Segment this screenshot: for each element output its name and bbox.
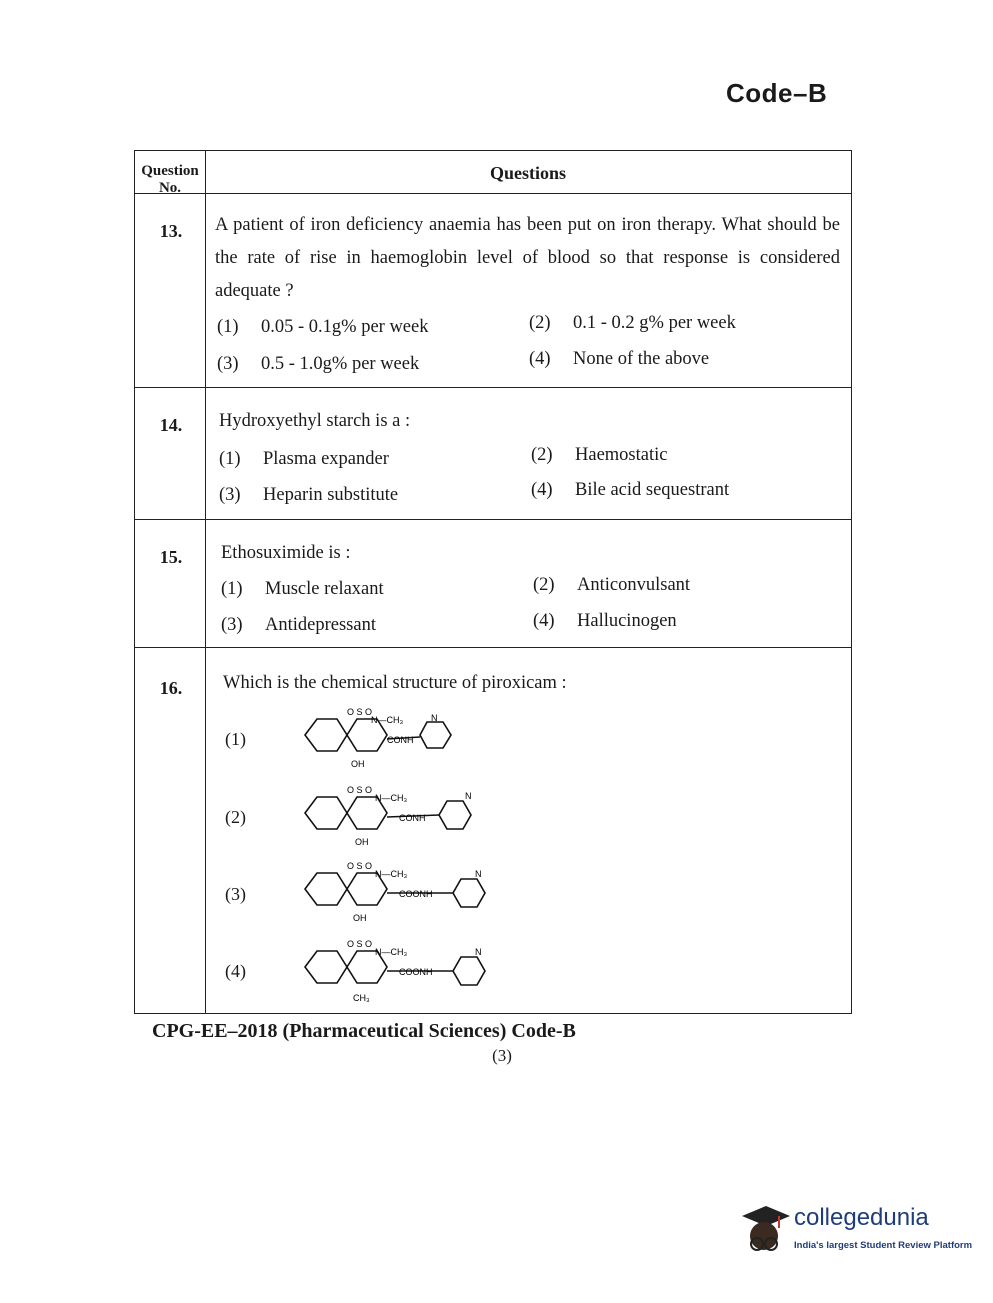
row-divider-13 <box>135 387 851 388</box>
option-number: (1) <box>217 317 239 337</box>
option-14-3 <box>219 485 398 506</box>
question-text-13: A patient of iron deficiency anaemia has been put on iron therapy. What should be the rate of rise in haemoglobin level of blood so that response is considered adequate ? <box>215 215 840 301</box>
option-number: (4) <box>531 480 553 500</box>
option-16-2-number: (2) <box>225 807 246 827</box>
ring-substituent-label: OH <box>353 913 367 923</box>
amide-label: CONH <box>387 735 414 745</box>
hetero-label: N <box>431 713 438 723</box>
option-text: Plasma expander <box>263 449 389 469</box>
n-methyl-label: N—CH₃ <box>375 947 408 957</box>
option-number: (3) <box>217 354 239 374</box>
option-13-4 <box>529 349 709 370</box>
option-14-2 <box>531 445 667 466</box>
structure-16-1 <box>295 699 495 771</box>
question-text-15: Ethosuximide is : <box>221 543 351 563</box>
ring-substituent-label: OH <box>355 837 369 847</box>
structure-16-2 <box>295 777 495 849</box>
option-text: Bile acid sequestrant <box>575 480 730 500</box>
ring-substituent-label: CH₃ <box>353 993 370 1003</box>
sulfonyl-label: O S O <box>347 785 373 795</box>
column-divider <box>205 151 206 1013</box>
amide-label: COONH <box>399 889 433 899</box>
option-text: Anticonvulsant <box>577 575 691 595</box>
brand-name: collegedunia <box>794 1204 929 1231</box>
option-number: (4) <box>533 611 555 631</box>
question-number-13: 13. <box>159 221 183 241</box>
questions-table <box>134 150 852 1014</box>
option-number: (1) <box>219 449 241 469</box>
option-text: None of the above <box>573 349 710 369</box>
hetero-label: N <box>475 947 482 957</box>
option-15-1 <box>221 579 384 600</box>
column-header-no: Question No. <box>141 163 199 196</box>
option-text: Hallucinogen <box>577 611 677 631</box>
row-divider-15 <box>135 647 851 648</box>
sulfonyl-label: O S O <box>347 861 373 871</box>
n-methyl-label: N—CH₃ <box>371 715 404 725</box>
n-methyl-label: N—CH₃ <box>375 793 408 803</box>
row-divider-14 <box>135 519 851 520</box>
option-13-3 <box>217 354 419 375</box>
option-13-2 <box>529 313 736 334</box>
sulfonyl-label: O S O <box>347 707 373 717</box>
question-number-14: 14. <box>159 415 183 435</box>
option-15-2 <box>533 575 690 596</box>
amide-label: COONH <box>399 967 433 977</box>
option-number: (3) <box>221 615 243 635</box>
brand-tagline: India's largest Student Review Platform <box>794 1240 973 1251</box>
option-text: 0.5 - 1.0g% per week <box>261 354 420 374</box>
hetero-label: N <box>465 791 472 801</box>
amide-label: CONH <box>399 813 426 823</box>
question-number-15: 15. <box>159 547 183 567</box>
graduate-mascot-icon <box>736 1200 792 1260</box>
question-text-16: Which is the chemical structure of piroxicam : <box>223 673 567 693</box>
question-number-16: 16. <box>159 678 183 698</box>
exam-footer: CPG-EE–2018 (Pharmaceutical Sciences) Code-B <box>152 1020 576 1042</box>
option-14-1 <box>219 449 389 470</box>
option-13-1 <box>217 317 428 338</box>
n-methyl-label: N—CH₃ <box>375 869 408 879</box>
option-number: (1) <box>221 579 243 599</box>
option-text: 0.1 - 0.2 g% per week <box>573 313 736 333</box>
option-text: Antidepressant <box>265 615 376 635</box>
option-16-4-number: (4) <box>225 961 246 981</box>
option-number: (3) <box>219 485 241 505</box>
option-text: 0.05 - 0.1g% per week <box>261 317 429 337</box>
option-16-3-number: (3) <box>225 884 246 904</box>
option-15-3 <box>221 615 376 636</box>
header-divider <box>135 193 851 194</box>
option-text: Muscle relaxant <box>265 579 384 599</box>
option-15-4 <box>533 611 677 632</box>
option-number: (2) <box>531 445 553 465</box>
paper-code: Code–B <box>726 78 828 108</box>
option-number: (2) <box>529 313 551 333</box>
sulfonyl-label: O S O <box>347 939 373 949</box>
structure-16-4 <box>295 931 495 1003</box>
page-number: (3) <box>492 1046 512 1065</box>
brand-watermark <box>736 1200 973 1260</box>
hetero-label: N <box>475 869 482 879</box>
option-text: Heparin substitute <box>263 485 399 505</box>
option-text: Haemostatic <box>575 445 668 465</box>
column-header-questions: Questions <box>489 163 567 183</box>
option-number: (2) <box>533 575 555 595</box>
option-16-1-number: (1) <box>225 729 246 749</box>
ring-substituent-label: OH <box>351 759 365 769</box>
question-text-14: Hydroxyethyl starch is a : <box>219 411 411 431</box>
structure-16-3 <box>295 853 495 925</box>
option-14-4 <box>531 480 729 501</box>
option-number: (4) <box>529 349 551 369</box>
